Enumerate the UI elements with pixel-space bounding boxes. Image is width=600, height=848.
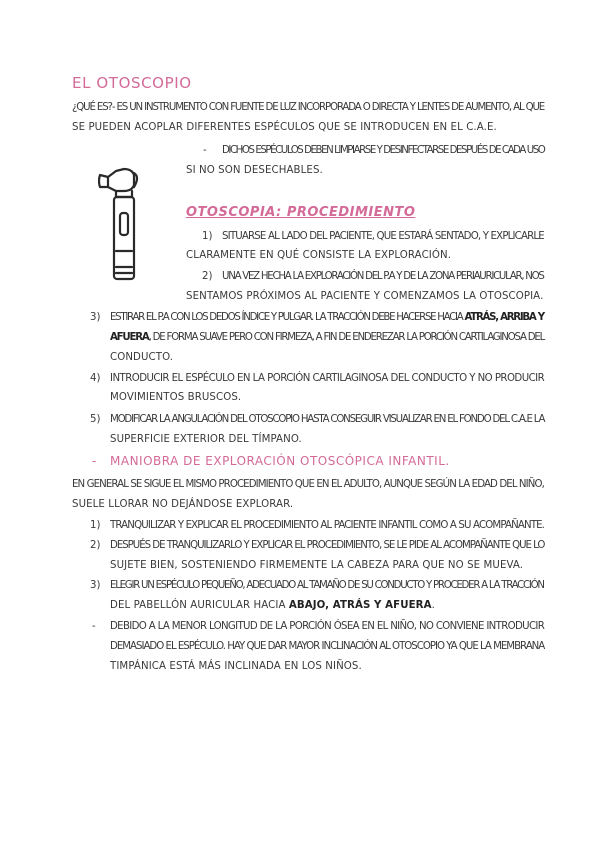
note-line-1: DICHOS ESPÉCULOS DEBEN LIMPIARSE Y DESINFECTARSE DESPUÉS DE CADA USO [222, 145, 545, 156]
infant-note-line-2: DEMASIADO EL ESPÉCULO. HAY QUE DAR MAYOR INCLINACIÓN AL OTOSCOPIO YA QUE LA MEMBRANA [110, 641, 545, 652]
infant-note-line-3: TIMPÁNICA ESTÁ MÁS INCLINADA EN LOS NIÑOS. [110, 661, 362, 672]
infant-step-2-line-1: DESPUÉS DE TRANQUILIZARLO Y EXPLICAR EL PROCEDIMIENTO, SE LE PIDE AL ACOMPAÑANTE QUE LO [110, 540, 545, 551]
infant-step-1-line-1: TRANQUILIZAR Y EXPLICAR EL PROCEDIMIENTO AL PACIENTE INFANTIL COMO A SU ACOMPAÑANTE. [110, 520, 545, 531]
step-4-line-2: MOVIMIENTOS BRUSCOS. [110, 392, 242, 403]
step-number: 5) [90, 414, 101, 425]
note-line-2: SI NO SON DESECHABLES. [186, 165, 323, 176]
infant-step-number: 1) [90, 520, 101, 531]
step-5-line-1: MODIFICAR LA ANGULACIÓN DEL OTOSCOPIO HASTA CONSEGUIR VISUALIZAR EN EL FONDO DEL C.A.E LA [110, 414, 545, 425]
procedure-heading: OTOSCOPIA: PROCEDIMIENTO [186, 205, 416, 220]
step-3-line-2: AFUERA, DE FORMA SUAVE PERO CON FIRMEZA, A FIN DE ENDEREZAR LA PORCIÓN CARTILAGINOSA DEL [110, 332, 545, 343]
step-5-line-2: SUPERFICIE EXTERIOR DEL TÍMPANO. [110, 434, 302, 445]
step-number: 3) [90, 312, 101, 323]
infant-step-number: 3) [90, 580, 101, 591]
step-4-line-1: INTRODUCIR EL ESPÉCULO EN LA PORCIÓN CARTILAGINOSA DEL CONDUCTO Y NO PRODUCIR [110, 373, 545, 384]
definition-line-1: ¿QUÉ ES?- ES UN INSTRUMENTO CON FUENTE DE LUZ INCORPORADA O DIRECTA Y LENTES DE AUMENTO, AL QUE [72, 102, 545, 113]
step-number: 2) [202, 271, 213, 282]
page-title: EL OTOSCOPIO [72, 74, 192, 92]
infant-intro-line-2: SUELE LLORAR NO DEJÁNDOSE EXPLORAR. [72, 499, 294, 510]
step-2-line-1: UNA VEZ HECHA LA EXPLORACIÓN DEL P.A Y DE LA ZONA PERIAURICULAR, NOS [222, 271, 544, 282]
infant-heading: MANIOBRA DE EXPLORACIÓN OTOSCÓPICA INFANTIL. [110, 454, 450, 468]
infant-heading-bullet: - [92, 454, 97, 468]
infant-note-line-1: DEBIDO A LA MENOR LONGITUD DE LA PORCIÓN ÓSEA EN EL NIÑO, NO CONVIENE INTRODUCIR [110, 621, 545, 632]
infant-note-bullet: - [92, 621, 96, 632]
step-3-line-1: ESTIRAR EL P.A CON LOS DEDOS ÍNDICE Y PULGAR. LA TRACCIÓN DEBE HACERSE HACIA ATRÁS, ARRIBA Y [110, 312, 544, 323]
step-3-line-3: CONDUCTO. [110, 352, 174, 363]
step-1-line-2: CLARAMENTE EN QUÉ CONSISTE LA EXPLORACIÓN. [186, 250, 452, 261]
infant-step-2-line-2: SUJETE BIEN, SOSTENIENDO FIRMEMENTE LA CABEZA PARA QUE NO SE MUEVA. [110, 560, 524, 571]
step-number: 1) [202, 231, 213, 242]
infant-step-3-line-2: DEL PABELLÓN AURICULAR HACIA ABAJO, ATRÁS Y AFUERA. [110, 600, 435, 611]
infant-step-3-line-1: ELEGIR UN ESPÉCULO PEQUEÑO, ADECUADO AL TAMAÑO DE SU CONDUCTO Y PROCEDER A LA TRACCIÓN [110, 580, 544, 591]
definition-line-2: SE PUEDEN ACOPLAR DIFERENTES ESPÉCULOS QUE SE INTRODUCEN EN EL C.A.E. [72, 122, 497, 133]
infant-intro-line-1: EN GENERAL SE SIGUE EL MISMO PROCEDIMIENTO QUE EN EL ADULTO, AUNQUE SEGÚN LA EDAD DEL NIÑO, [72, 479, 544, 490]
note-bullet: - [203, 145, 207, 156]
otoscope-icon [98, 163, 160, 285]
step-1-line-1: SITUARSE AL LADO DEL PACIENTE, QUE ESTARÁ SENTADO, Y EXPLICARLE [222, 231, 544, 242]
step-number: 4) [90, 373, 101, 384]
infant-step-number: 2) [90, 540, 101, 551]
step-2-line-2: SENTAMOS PRÓXIMOS AL PACIENTE Y COMENZAMOS LA OTOSCOPIA. [186, 291, 544, 302]
